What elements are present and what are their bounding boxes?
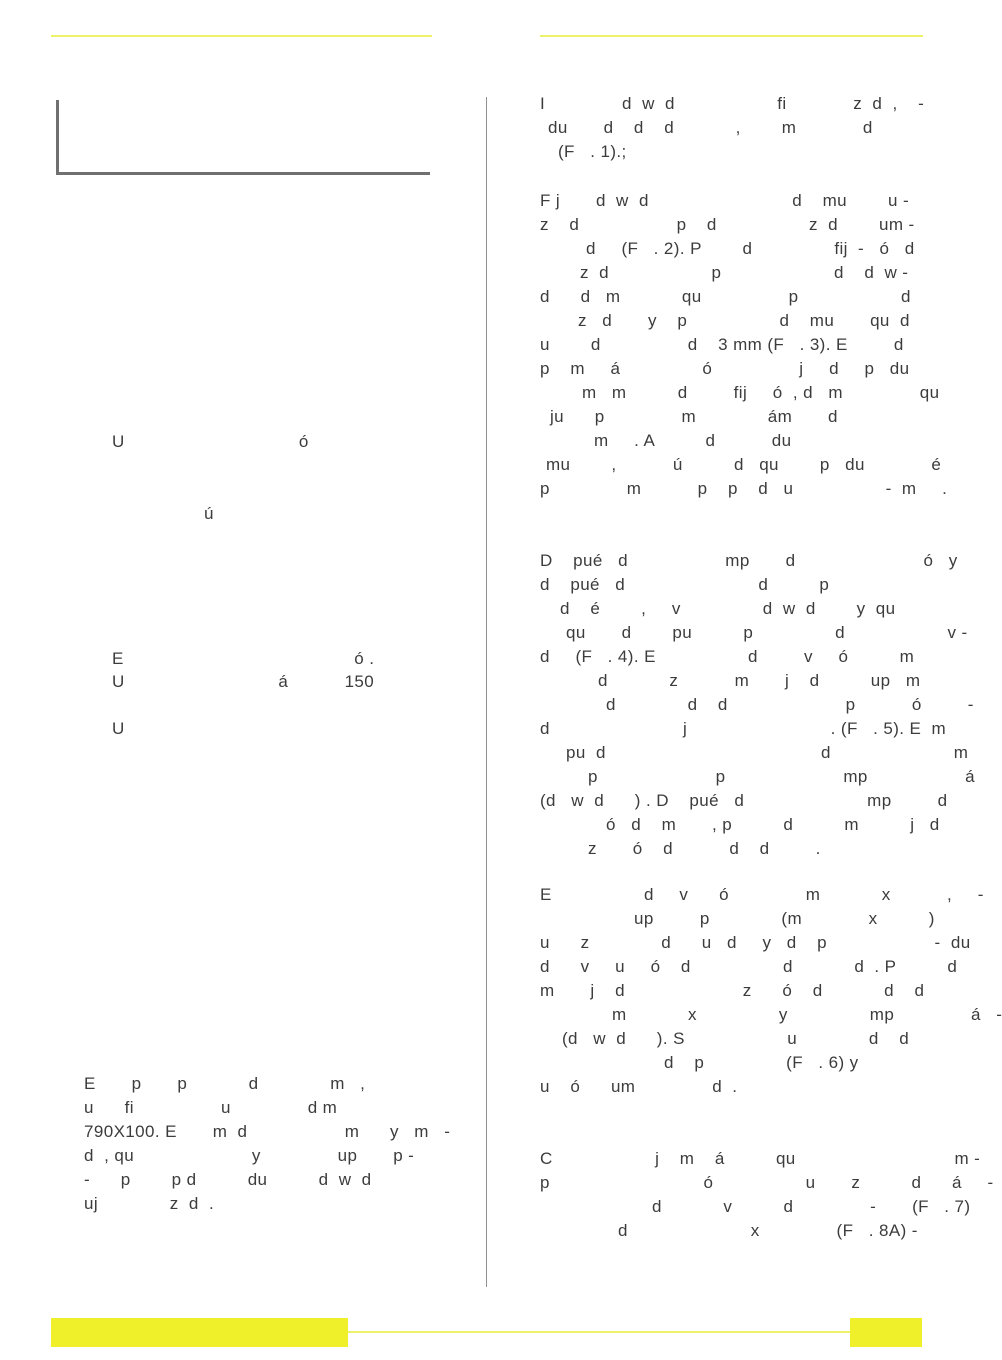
footer-rule: [348, 1331, 850, 1333]
text-line: d d d p ó -: [606, 695, 974, 714]
text-line: p m p p d u - m .: [540, 479, 948, 498]
header-rule-left: [51, 35, 432, 37]
text-line: p m á ó j d p du: [540, 359, 910, 378]
text-line: (d w d ) . D pué d mp d: [540, 791, 948, 810]
text-line: C j m á qu m -: [540, 1149, 981, 1168]
text-line: z d y p d mu qu d: [578, 311, 910, 330]
text-line: z d p d d w -: [580, 263, 909, 282]
text-line: d d m qu p d: [540, 287, 911, 306]
text-line: m x y mp á -: [612, 1005, 1002, 1024]
text-line: d z m j d up m: [598, 671, 921, 690]
footer-block-right: [850, 1318, 922, 1347]
text-line: up p (m x ): [634, 909, 935, 928]
footer-block-left: [51, 1318, 348, 1347]
left-fragment: U á 150: [112, 672, 375, 691]
text-line: d p (F . 6) y: [664, 1053, 859, 1072]
text-line: d pué d d p: [540, 575, 830, 594]
text-line: (F . 1).;: [558, 142, 627, 161]
text-line: F j d w d d mu u -: [540, 191, 910, 210]
text-line: d (F . 4). E d v ó m: [540, 647, 915, 666]
text-line: u z d u d y d p - du: [540, 933, 971, 952]
text-line: uj z d .: [84, 1194, 215, 1213]
left-fragment: U: [112, 719, 125, 738]
text-line: - p p d du d w d: [84, 1170, 372, 1189]
text-line: d x (F . 8A) -: [618, 1221, 918, 1240]
text-line: m j d z ó d d d: [540, 981, 925, 1000]
left-fragment: U ó: [112, 432, 309, 451]
left-fragment: ú: [204, 504, 214, 523]
text-line: m . A d du: [594, 431, 792, 450]
text-line: ó d m , p d m j d: [606, 815, 940, 834]
text-line: d , qu y up p -: [84, 1146, 415, 1165]
text-line: z d p d z d um -: [540, 215, 915, 234]
text-line: ju p m ám d: [550, 407, 838, 426]
text-line: qu d pu p d v -: [566, 623, 968, 642]
text-line: u d d 3 mm (F . 3). E d: [540, 335, 904, 354]
text-line: 790X100. E m d m y m -: [84, 1122, 451, 1141]
text-line: d é , v d w d y qu: [560, 599, 896, 618]
text-line: D pué d mp d ó y: [540, 551, 958, 570]
text-line: z ó d d d .: [588, 839, 821, 858]
text-line: d v u ó d d d . P d: [540, 957, 958, 976]
text-line: p ó u z d á -: [540, 1173, 994, 1192]
text-line: p p mp á: [588, 767, 975, 786]
column-divider: [486, 97, 487, 1287]
text-line: d (F . 2). P d fij - ó d: [586, 239, 915, 258]
text-line: I d w d fi z d , -: [540, 94, 925, 113]
text-line: m m d fij ó , d m qu: [582, 383, 940, 402]
header-rule-right: [540, 35, 923, 37]
text-line: mu , ú d qu p du é: [546, 455, 942, 474]
text-line: E p p d m ,: [84, 1074, 366, 1093]
text-line: pu d d m: [566, 743, 969, 762]
text-line: (d w d ). S u d d: [562, 1029, 910, 1048]
text-line: d j . (F . 5). E m: [540, 719, 947, 738]
text-line: E d v ó m x , -: [540, 885, 984, 904]
text-line: du d d d , m d: [548, 118, 873, 137]
text-line: d v d - (F . 7): [652, 1197, 971, 1216]
text-line: u fi u d m: [84, 1098, 338, 1117]
left-fragment: E ó .: [112, 649, 375, 668]
title-frame: [56, 100, 430, 175]
text-line: u ó um d .: [540, 1077, 738, 1096]
